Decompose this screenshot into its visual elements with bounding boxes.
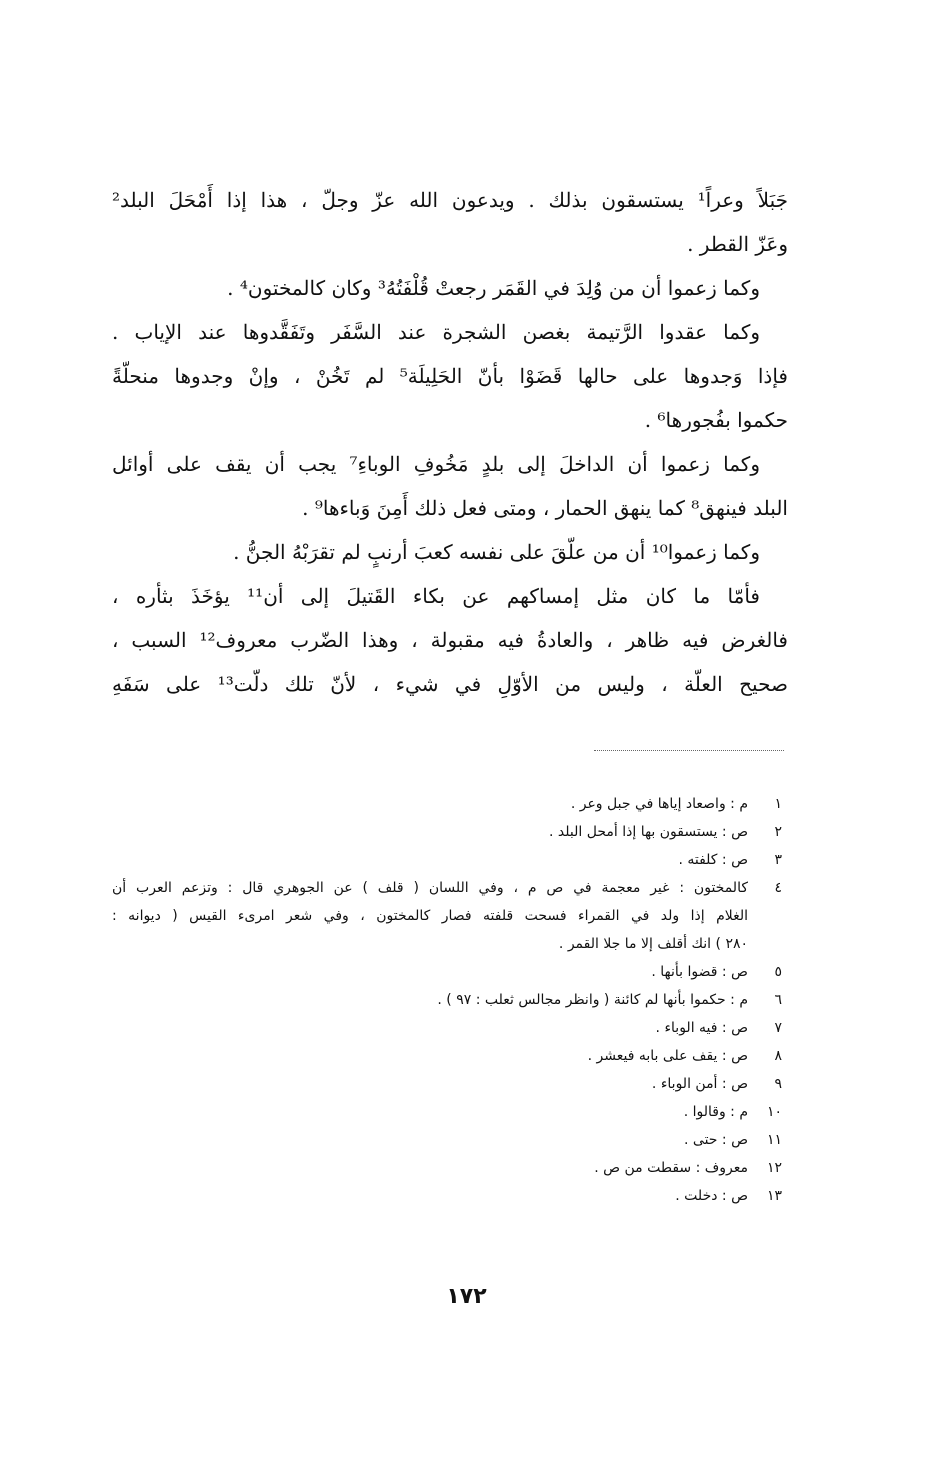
page-number: ١٧٢ bbox=[446, 1284, 487, 1309]
footnote-text: الغلام إذا ولد في القمراء فسحت قلفته فصار كالمختون ، وفي شعر امرىء القيس ( ديوانه : bbox=[112, 908, 748, 924]
footnote bbox=[112, 790, 782, 818]
footnote bbox=[112, 1182, 782, 1210]
footnote-number: ٥ bbox=[774, 964, 782, 980]
footnote-number: ٢ bbox=[774, 824, 782, 840]
footnote-number: ١١ bbox=[766, 1132, 782, 1148]
text-line: وكما زعموا أن الداخلَ إلى بلدٍ مَخُوفِ الوباءِ⁷ يجب أن يقف على أوائل bbox=[112, 452, 760, 476]
footnote bbox=[112, 1098, 782, 1126]
footnote-number: ١٣ bbox=[766, 1188, 782, 1204]
text-line: وكما عقدوا الرَّتيمة بغصن الشجرة عند السَّفَر وتَفَقَّدوها عند الإياب . bbox=[112, 320, 760, 344]
footnote bbox=[112, 846, 782, 874]
footnote-text: م : واصعاد إياها في جبل وعر . bbox=[570, 796, 748, 812]
footnote-separator bbox=[594, 750, 784, 751]
footnote bbox=[112, 1154, 782, 1182]
footnote-text: ص : قضوا بأنها . bbox=[651, 964, 748, 980]
footnote-text: معروف : سقطت من ص . bbox=[594, 1160, 748, 1176]
footnote-text: ص : فيه الوباء . bbox=[655, 1020, 748, 1036]
text-line: حكموا بفُجورها⁶ . bbox=[644, 408, 788, 432]
footnote-number: ١ bbox=[774, 796, 782, 812]
text-line: فالغرض فيه ظاهر ، والعادةُ فيه مقبولة ، وهذا الضّرب معروف¹² السبب ، bbox=[112, 628, 788, 652]
text-line: فأمّا ما كان مثل إمساكهم عن بكاء القَتيلَ إلى أن¹¹ يؤخَذَ بثأره ، bbox=[112, 584, 760, 608]
footnote-number: ٣ bbox=[774, 852, 782, 868]
main-text bbox=[112, 178, 788, 706]
footnote-text: ص : أمن الوباء . bbox=[651, 1076, 748, 1092]
text-line: وعَزّ القطر . bbox=[687, 232, 788, 256]
footnote-text: ص : دخلت . bbox=[675, 1188, 748, 1204]
footnote-text: كالمختون : غير معجمة في ص م ، وفي اللسان ( قلف ) عن الجوهري قال : وتزعم العرب أن bbox=[112, 880, 748, 896]
footnote bbox=[112, 818, 782, 846]
footnote-text: م : حكموا بأنها لم كائنة ( وانظر مجالس ثعلب : ٩٧ ) . bbox=[437, 992, 748, 1008]
footnote-text: ص : كلفته . bbox=[678, 852, 748, 868]
footnote-text: ص : حتى . bbox=[684, 1132, 748, 1148]
footnote-number: ٩ bbox=[774, 1076, 782, 1092]
text-line: فإذا وَجدوها على حالها قَضَوْا بأنّ الحَلِيلَة⁵ لم تَخُنْ ، وإنْ وجدوها منحلّةً bbox=[112, 364, 788, 388]
text-line: وكما زعموا أن من وُلِدَ في القَمَر رجعتْ قُلْفَتُهُ³ وكان كالمختون⁴ . bbox=[227, 276, 760, 300]
text-line: صحيح العلّة ، وليس من الأوّلِ في شيء ، لأنّ تلك دلّت¹³ على سَفَهِ bbox=[112, 672, 788, 696]
footnote-number: ١٢ bbox=[766, 1160, 782, 1176]
footnote-number: ١٠ bbox=[766, 1104, 782, 1120]
footnote bbox=[112, 1042, 782, 1070]
text-line: جَبَلاً وعراً¹ يستسقون بذلك . ويدعون الله عزّ وجلّ ، هذا إذا أَمْحَلَ البلد² bbox=[112, 188, 788, 212]
text-line: البلد فينهق⁸ كما ينهق الحمار ، ومتى فعل ذلك أَمِنَ وَباءها⁹ . bbox=[302, 496, 788, 520]
footnote-text: ص : يستسقون بها إذا أمحل البلد . bbox=[549, 824, 748, 840]
footnote bbox=[112, 874, 782, 958]
footnote-number: ٧ bbox=[774, 1020, 782, 1036]
footnotes bbox=[112, 790, 782, 1210]
footnote-number: ٦ bbox=[774, 992, 782, 1008]
footnote-number: ٨ bbox=[774, 1048, 782, 1064]
footnote-text: ص : يقف على بابه فيعشر . bbox=[587, 1048, 748, 1064]
footnote bbox=[112, 1070, 782, 1098]
footnote bbox=[112, 958, 782, 986]
footnote bbox=[112, 1014, 782, 1042]
footnote-text: م : وقالوا . bbox=[683, 1104, 748, 1120]
footnote bbox=[112, 986, 782, 1014]
footnote-text: ٢٨٠ ) انك أقلف إلا ما جلا القمر . bbox=[558, 936, 748, 952]
text-line: وكما زعموا¹⁰ أن من علّقَ على نفسه كعبَ أرنبٍ لم تقرَبْهُ الجنُّ . bbox=[233, 540, 760, 564]
footnote bbox=[112, 1126, 782, 1154]
footnote-number: ٤ bbox=[774, 880, 782, 896]
